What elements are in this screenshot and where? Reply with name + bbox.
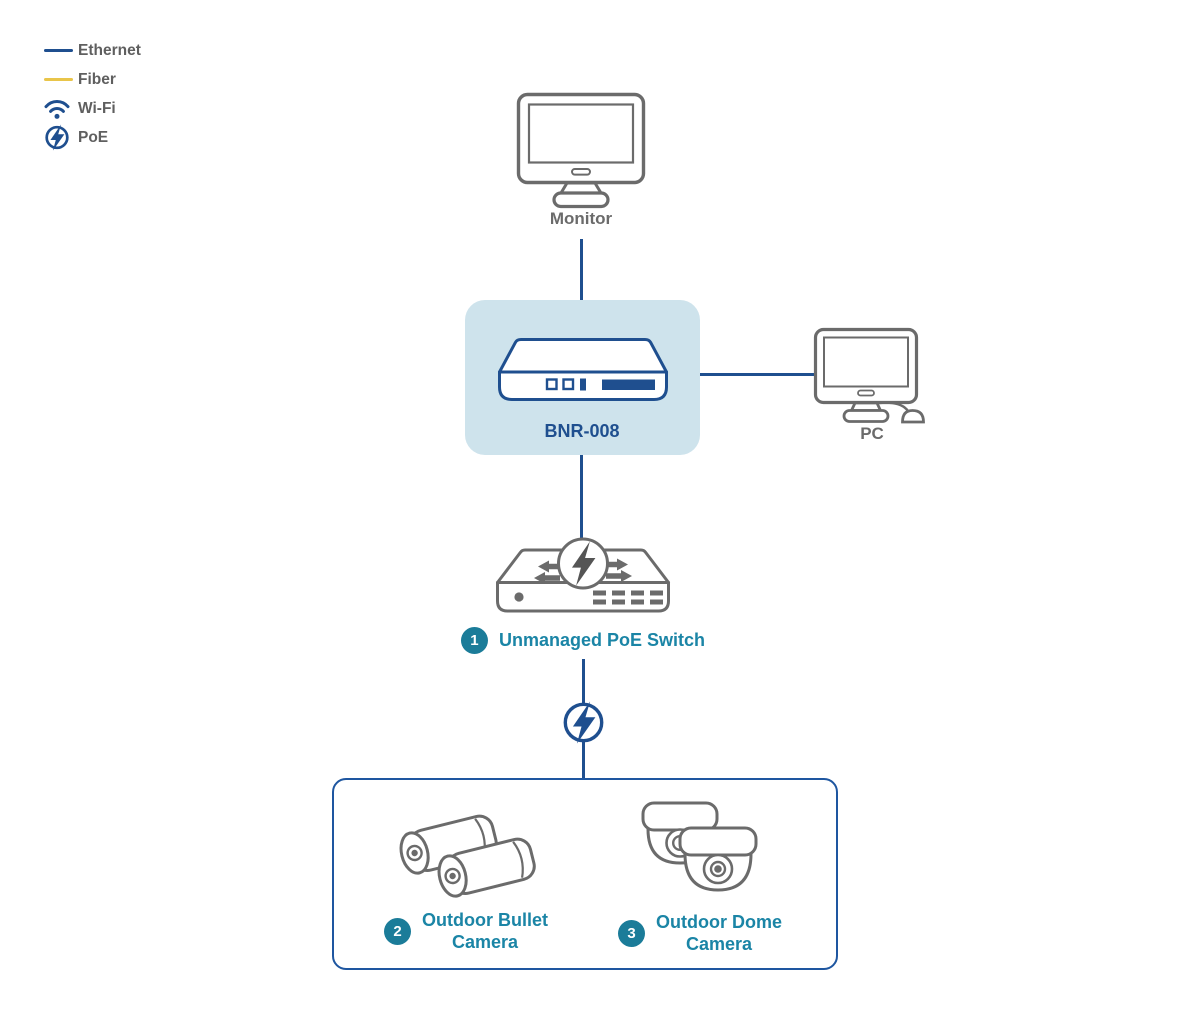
- legend-label-fiber: Fiber: [78, 70, 116, 88]
- legend-item-poe: [44, 123, 141, 152]
- pc-label: PC: [860, 424, 884, 443]
- dome-camera-label-line1: Outdoor Dome: [656, 912, 782, 932]
- step-badge-1: 1: [461, 627, 488, 654]
- dome-camera-icon: [637, 799, 772, 909]
- dome-camera-label-line2: Camera: [685, 933, 753, 954]
- poe-icon: [44, 124, 78, 151]
- pc-icon: [813, 327, 931, 427]
- poe-power-icon: [560, 699, 607, 746]
- ethernet-link-recorder-pc: [700, 373, 817, 376]
- step-badge-3: 3: [618, 920, 645, 947]
- bullet-camera-label: [422, 910, 548, 954]
- legend-item-fiber: [44, 65, 141, 94]
- monitor-label: Monitor: [549, 209, 613, 228]
- legend-item-wifi: [44, 94, 141, 123]
- poe-switch-caption: [461, 627, 705, 654]
- legend-label-ethernet: Ethernet: [78, 41, 141, 59]
- monitor-icon: [516, 92, 646, 210]
- fiber-line-swatch: [44, 78, 78, 81]
- legend-label-wifi: Wi-Fi: [78, 99, 116, 117]
- ethernet-link-recorder-switch: [580, 455, 583, 544]
- legend: [44, 36, 141, 152]
- recorder-icon: [497, 337, 669, 403]
- dome-camera-caption: [618, 912, 782, 956]
- bullet-camera-label-line1: Outdoor Bullet: [422, 910, 548, 930]
- poe-switch-label: Unmanaged PoE Switch: [498, 629, 706, 650]
- recorder-label: BNR-008: [544, 421, 620, 441]
- bullet-camera-label-line2: Camera: [451, 931, 519, 952]
- legend-item-ethernet: [44, 36, 141, 65]
- poe-switch-icon: [492, 537, 674, 621]
- dome-camera-label: [656, 912, 782, 956]
- ethernet-line-swatch: [44, 49, 78, 52]
- ethernet-link-monitor-recorder: [580, 239, 583, 300]
- legend-label-poe: PoE: [78, 128, 109, 146]
- bullet-camera-icon: [386, 806, 538, 906]
- bullet-camera-caption: [384, 910, 548, 954]
- step-badge-2: 2: [384, 918, 411, 945]
- wifi-icon: [44, 98, 78, 120]
